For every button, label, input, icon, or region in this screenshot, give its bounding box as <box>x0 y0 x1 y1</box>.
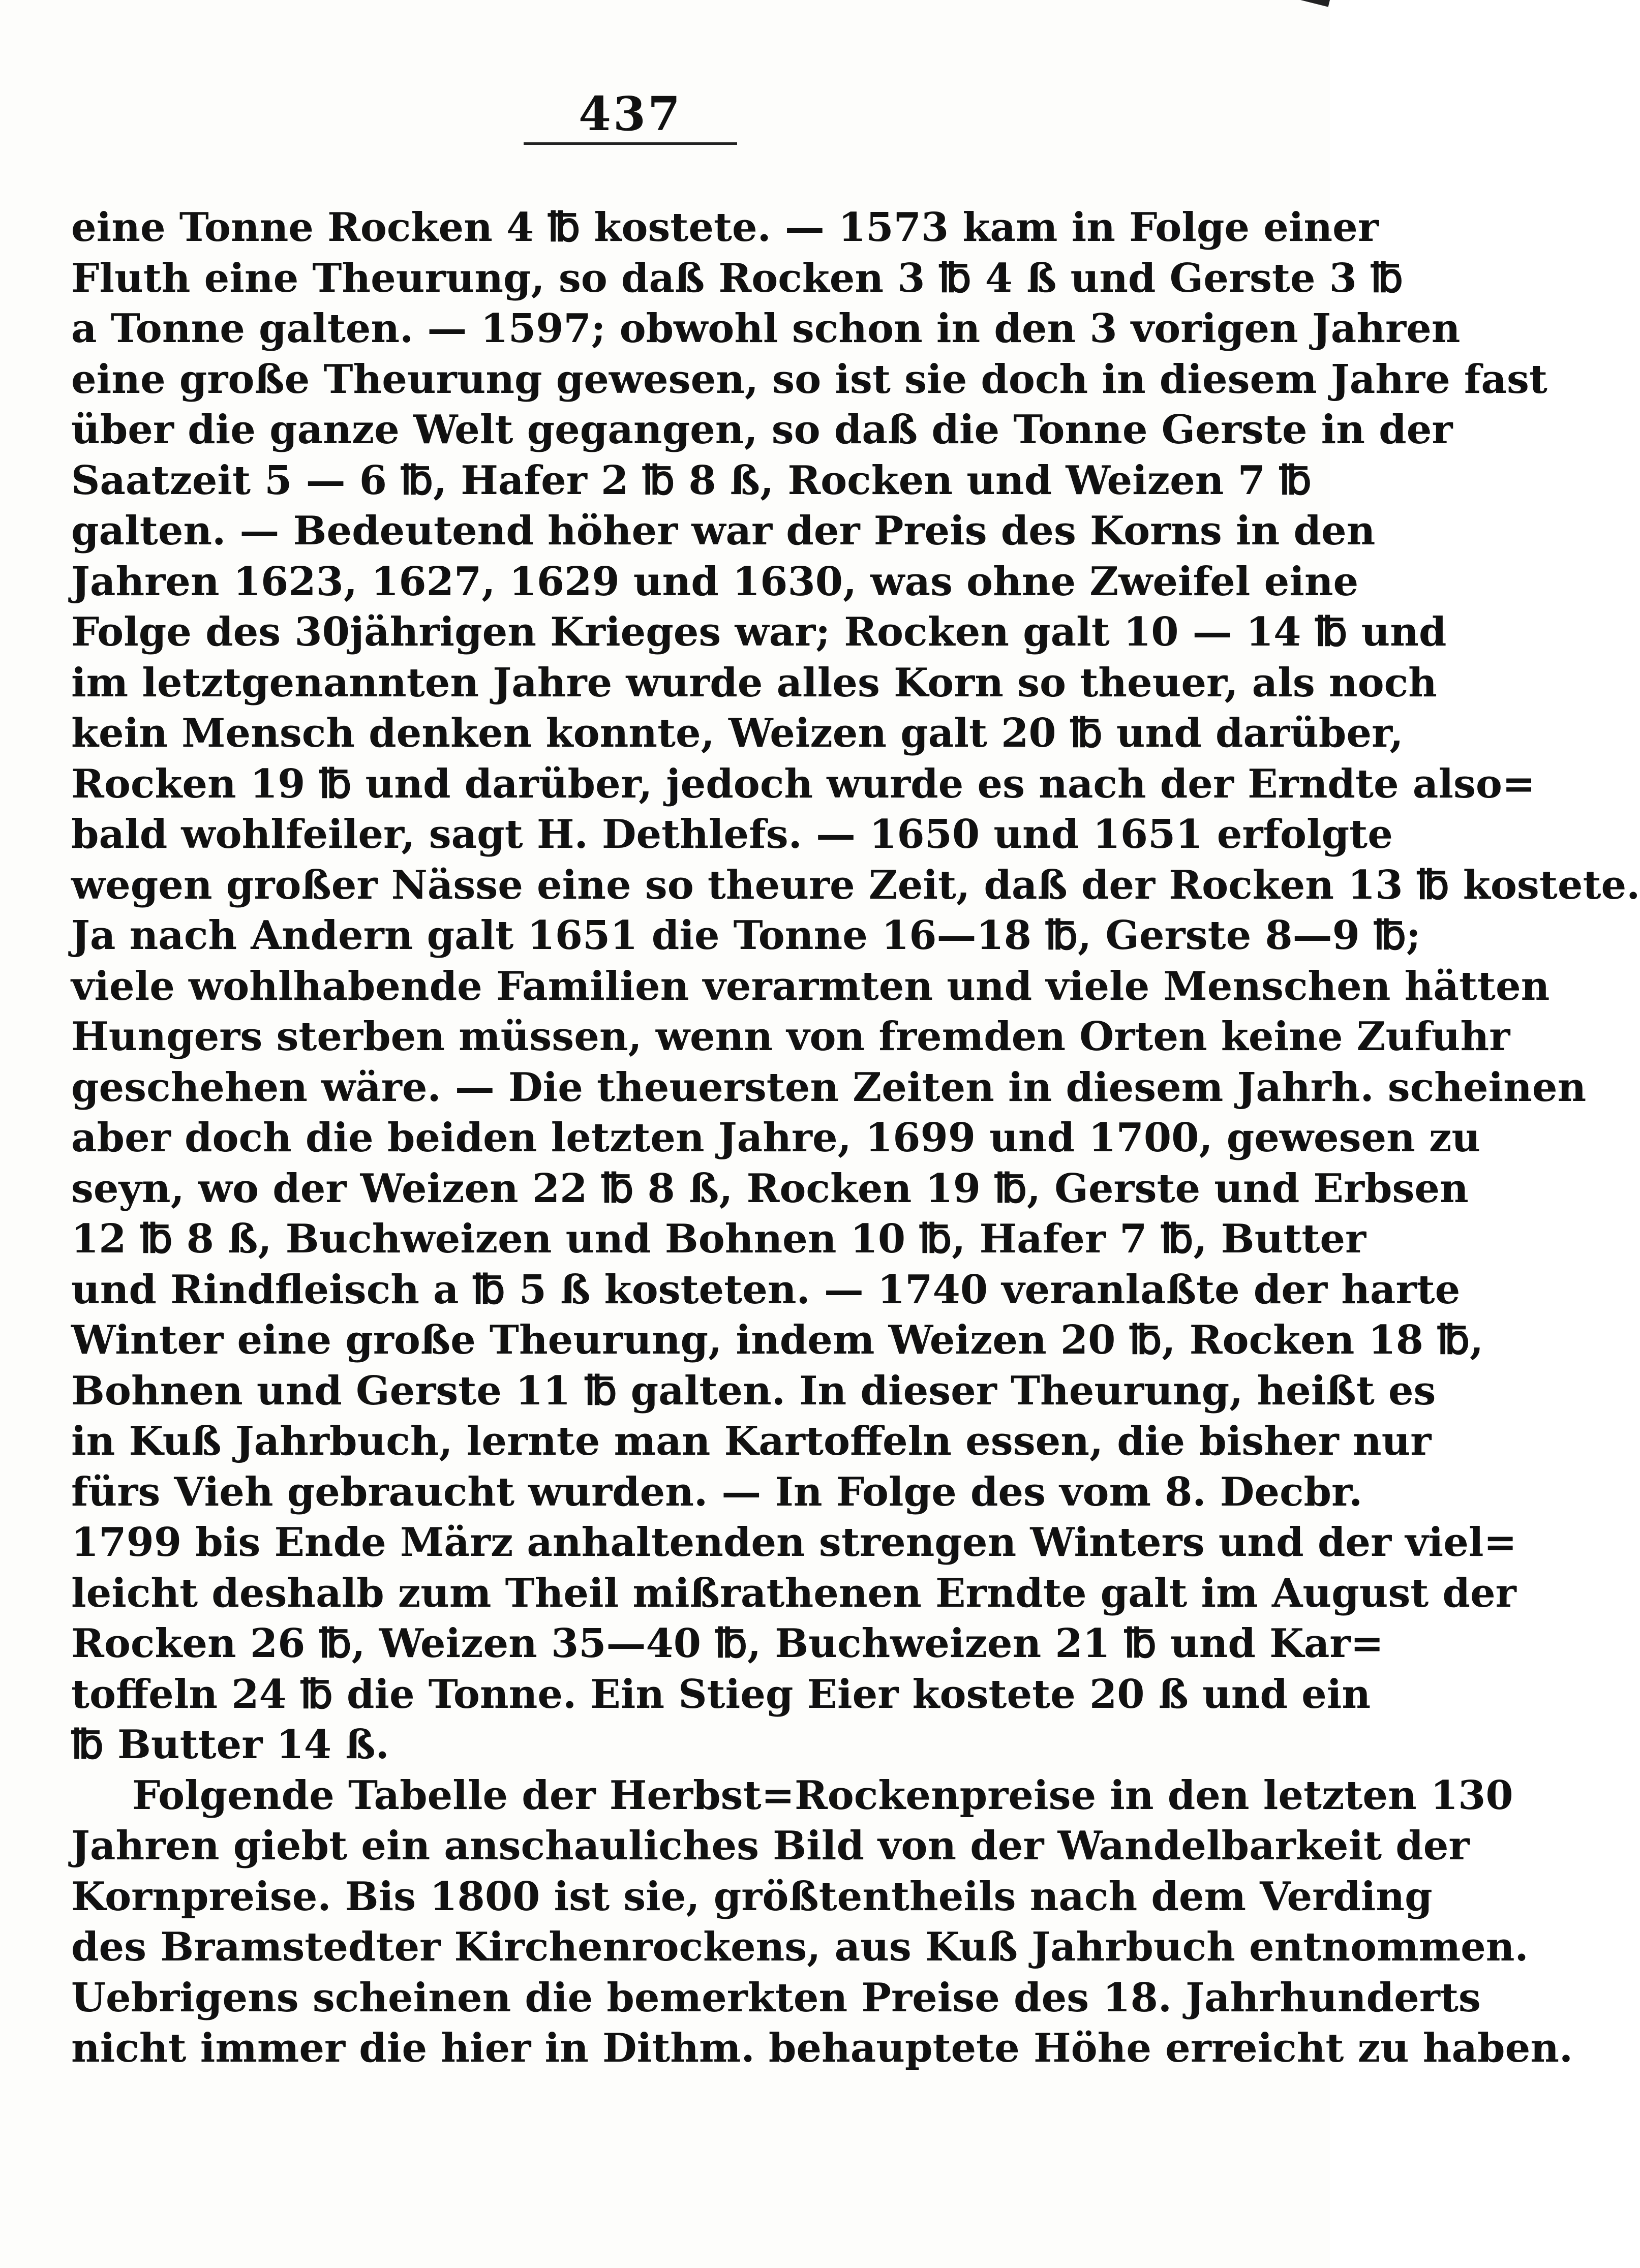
text-line: ℔ Butter 14 ß. <box>71 1722 389 1768</box>
text-line: Folge des 30jährigen Krieges war; Rocken galt 10 — 14 ℔ und <box>71 609 1447 655</box>
text-line: im letztgenannten Jahre wurde alles Korn so theuer, als noch <box>71 659 1437 706</box>
page-number: 437 <box>578 86 683 141</box>
text-line: leicht deshalb zum Theil mißrathenen Erndte galt im August der <box>71 1570 1516 1616</box>
text-line: 12 ℔ 8 ß, Buchweizen und Bohnen 10 ℔, Hafer 7 ℔, Butter <box>71 1216 1366 1262</box>
text-line: eine große Theurung gewesen, so ist sie doch in diesem Jahre fast <box>71 356 1547 403</box>
text-line: über die ganze Welt gegangen, so daß die Tonne Gerste in der <box>71 407 1453 453</box>
text-line: Saatzeit 5 — 6 ℔, Hafer 2 ℔ 8 ß, Rocken und Weizen 7 ℔ <box>71 457 1312 504</box>
text-line: Fluth eine Theurung, so daß Rocken 3 ℔ 4 ß und Gerste 3 ℔ <box>71 255 1403 301</box>
text-line: aber doch die beiden letzten Jahre, 1699 und 1700, gewesen zu <box>71 1115 1481 1161</box>
text-line: Jahren giebt ein anschauliches Bild von der Wandelbarkeit der <box>71 1823 1470 1869</box>
text-line: Hungers sterben müssen, wenn von fremden Orten keine Zufuhr <box>71 1014 1510 1060</box>
text-line: geschehen wäre. — Die theuersten Zeiten in diesem Jahrh. scheinen <box>71 1064 1587 1111</box>
text-line: Uebrigens scheinen die bemerkten Preise des 18. Jahrhunderts <box>71 1974 1481 2021</box>
text-line: kein Mensch denken konnte, Weizen galt 20 ℔ und darüber, <box>71 710 1404 756</box>
text-line: galten. — Bedeutend höher war der Preis des Korns in den <box>71 508 1376 554</box>
text-line: und Rindfleisch a ℔ 5 ß kosteten. — 1740 veranlaßte der harte <box>71 1266 1461 1313</box>
text-line: Rocken 19 ℔ und darüber, jedoch wurde es nach der Erndte also= <box>71 760 1536 807</box>
text-line: viele wohlhabende Familien verarmten und viele Menschen hätten <box>71 963 1550 1009</box>
text-line: 1799 bis Ende März anhaltenden strengen Winters und der viel= <box>71 1519 1517 1566</box>
text-line: wegen großer Nässe eine so theure Zeit, daß der Rocken 13 ℔ kostete. <box>71 862 1640 908</box>
text-line: Rocken 26 ℔, Weizen 35—40 ℔, Buchweizen 21 ℔ und Kar= <box>71 1620 1384 1667</box>
text-line: des Bramstedter Kirchenrockens, aus Kuß Jahrbuch entnommen. <box>71 1924 1529 1970</box>
text-line: eine Tonne Rocken 4 ℔ kostete. — 1573 kam in Folge einer <box>71 204 1379 251</box>
header-rule <box>524 142 737 145</box>
text-line: a Tonne galten. — 1597; obwohl schon in den 3 vorigen Jahren <box>71 305 1461 352</box>
text-line: Winter eine große Theurung, indem Weizen 20 ℔, Rocken 18 ℔, <box>71 1317 1484 1363</box>
text-line: toffeln 24 ℔ die Tonne. Ein Stieg Eier kostete 20 ß und ein <box>71 1671 1371 1718</box>
text-line: bald wohlfeiler, sagt H. Dethlefs. — 1650 und 1651 erfolgte <box>71 811 1393 857</box>
text-line: Folgende Tabelle der Herbst=Rockenpreise in den letzten 130 <box>132 1772 1513 1819</box>
text-line: Ja nach Andern galt 1651 die Tonne 16—18 ℔, Gerste 8—9 ℔; <box>71 912 1421 959</box>
text-line: fürs Vieh gebraucht wurden. — In Folge des vom 8. Decbr. <box>71 1468 1363 1515</box>
text-line: Jahren 1623, 1627, 1629 und 1630, was ohne Zweifel eine <box>71 558 1359 605</box>
text-line: seyn, wo der Weizen 22 ℔ 8 ß, Rocken 19 ℔, Gerste und Erbsen <box>71 1165 1469 1212</box>
body-text <box>71 202 1640 2074</box>
text-line: Kornpreise. Bis 1800 ist sie, größtentheils nach dem Verding <box>71 1873 1433 1920</box>
text-line: nicht immer die hier in Dithm. behauptete Höhe erreicht zu haben. <box>71 2025 1573 2071</box>
text-line: in Kuß Jahrbuch, lernte man Kartoffeln essen, die bisher nur <box>71 1418 1432 1464</box>
page-edge-mark <box>1237 0 1330 37</box>
text-line: Bohnen und Gerste 11 ℔ galten. In dieser Theurung, heißt es <box>71 1367 1436 1414</box>
